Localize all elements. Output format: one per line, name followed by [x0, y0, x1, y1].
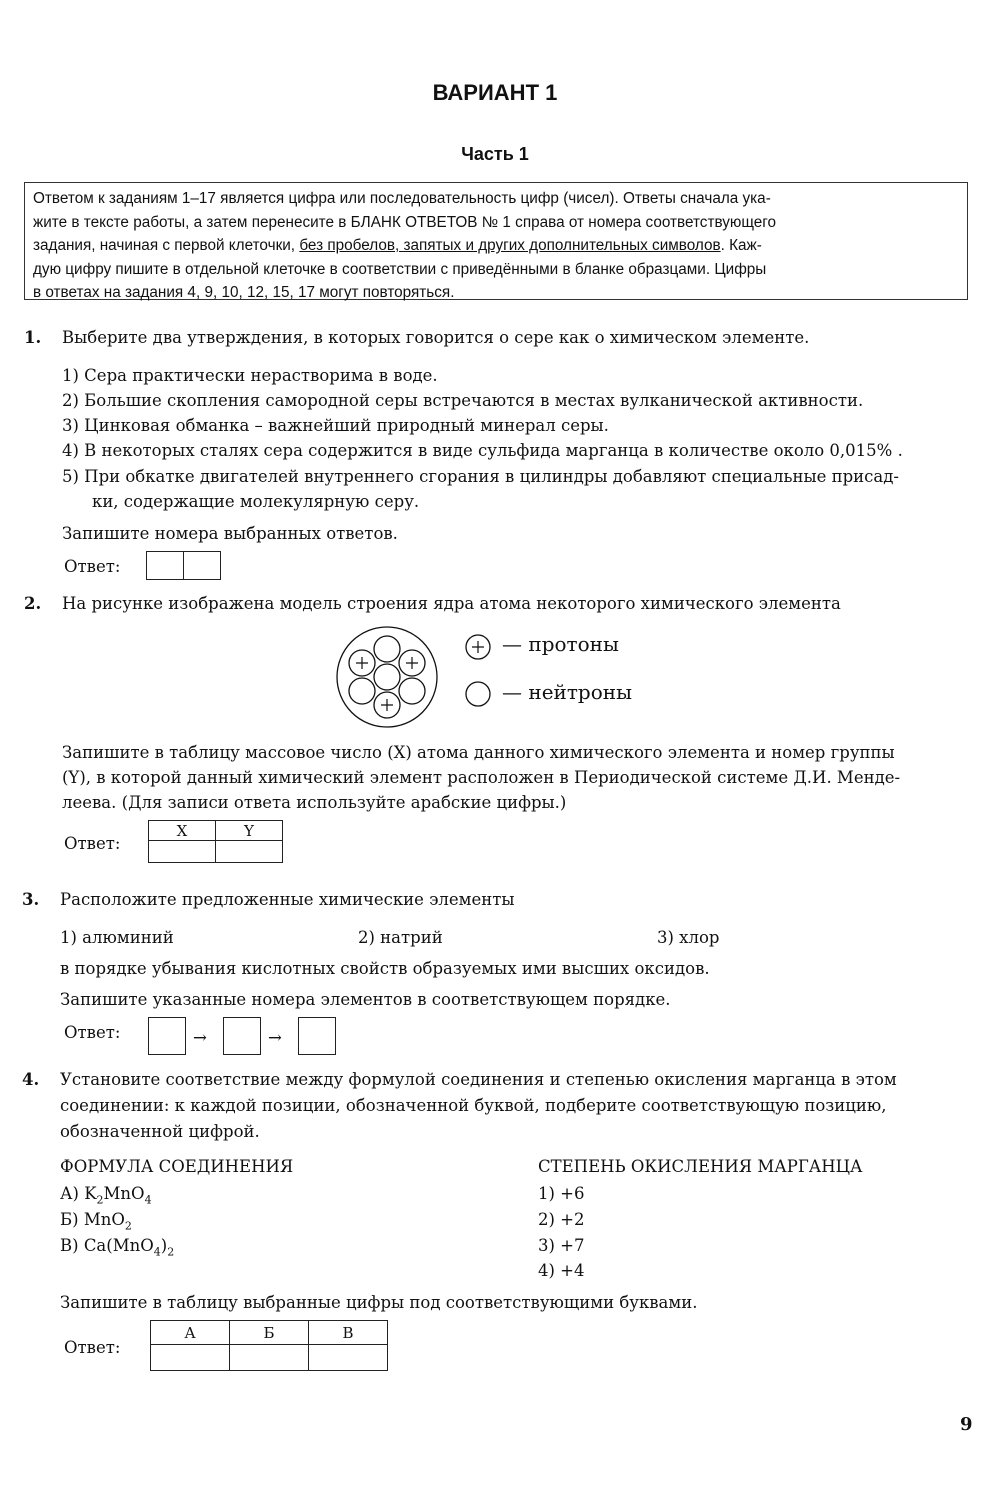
formula-part: Ca(MnO [83, 1236, 154, 1255]
q2-line: Запишите в таблицу массовое число (X) атома данного химического элемента и номер группы [62, 743, 895, 762]
q1-option-cont: ки, содержащие молекулярную серу. [92, 492, 420, 511]
q4-instruction: Запишите в таблицу выбранные цифры под соответствующими буквами. [60, 1293, 698, 1312]
q3-answer-cell-2[interactable] [223, 1017, 261, 1055]
q2-line: (Y), в которой данный химический элемент расположен в Периодической системе Д.И. Менде- [62, 768, 901, 787]
q4-answer-b[interactable] [230, 1345, 309, 1371]
q3-option: 1) алюминий [60, 928, 174, 947]
answer-label: Ответ: [64, 1023, 121, 1042]
subscript: 2 [124, 1219, 132, 1233]
q3-text: Расположите предложенные химические элементы [60, 890, 515, 909]
q4-line: обозначенной цифрой. [60, 1122, 260, 1141]
instr-line: Ответом к заданиям 1–17 является цифра или последовательность цифр (чисел). Ответы сначала ука- [33, 190, 771, 207]
answer-label: Ответ: [64, 1338, 121, 1357]
formula-item [60, 1210, 132, 1232]
state-item: 2) +2 [538, 1210, 585, 1229]
formula-item [60, 1184, 152, 1206]
part-title: Часть 1 [461, 144, 529, 164]
subscript: 2 [167, 1245, 175, 1259]
instr-text: . Каж- [720, 237, 762, 255]
answer-label: Ответ: [64, 557, 121, 576]
q2-text: На рисунке изображена модель строения ядра атома некоторого химического элемента [62, 594, 841, 613]
q2-answer-table [148, 820, 283, 863]
q1-answer-cell-2[interactable] [183, 551, 221, 580]
q4-number: 4. [22, 1070, 40, 1089]
instr-line [33, 234, 959, 258]
q1-option: 4) В некоторых сталях сера содержится в виде сульфида марганца в количестве около 0,015% . [62, 441, 903, 460]
q4-line: соединении: к каждой позиции, обозначенной буквой, подберите соответствующую позицию, [60, 1096, 887, 1115]
q2-number: 2. [24, 594, 42, 613]
instr-line: дую цифру пишите в отдельной клеточке в соответствии с приведёнными в бланке образцами. Цифры [33, 260, 767, 278]
q4-answer-a[interactable] [151, 1345, 230, 1371]
q1-instruction: Запишите номера выбранных ответов. [62, 524, 398, 543]
q4-answer-table [150, 1320, 388, 1371]
q1-number: 1. [24, 328, 42, 347]
q2-answer-x[interactable] [149, 841, 216, 863]
q1-option: 2) Большие скопления самородной серы встречаются в местах вулканической активности. [62, 391, 864, 410]
instr-line: в ответах на задания 4, 9, 10, 12, 15, 17 могут повторяться. [33, 284, 455, 302]
state-item: 4) +4 [538, 1261, 585, 1280]
q4-answer-v[interactable] [309, 1345, 388, 1371]
header-b: Б [230, 1321, 309, 1345]
q3-answer-cell-1[interactable] [148, 1017, 186, 1055]
formula-label: Б) [60, 1210, 79, 1229]
header-y: Y [216, 821, 283, 841]
neutron-icon [464, 680, 492, 708]
proton-icon [464, 633, 492, 661]
q3-line: Запишите указанные номера элементов в соответствующем порядке. [60, 990, 671, 1009]
q3-option: 3) хлор [657, 928, 720, 947]
instr-text: задания, начиная с первой клеточки, [33, 237, 300, 255]
formula-part: MnO [103, 1184, 145, 1203]
state-item: 1) +6 [538, 1184, 585, 1203]
q4-line: Установите соответствие между формулой соединения и степенью окисления марганца в этом [60, 1070, 897, 1089]
instr-underlined: без пробелов, запятых и других дополнительных символов [299, 237, 721, 255]
formula-item [60, 1236, 174, 1258]
formula-part: ) [160, 1236, 168, 1255]
arrow: → [268, 1028, 282, 1047]
q3-number: 3. [22, 890, 40, 909]
page-number: 9 [960, 1414, 973, 1435]
formula-label: В) [60, 1236, 79, 1255]
q1-answer-cell-1[interactable] [146, 551, 184, 580]
variant-title: ВАРИАНТ 1 [432, 80, 558, 105]
state-header: СТЕПЕНЬ ОКИСЛЕНИЯ МАРГАНЦА [538, 1157, 863, 1176]
answer-label: Ответ: [64, 834, 121, 853]
state-item: 3) +7 [538, 1236, 585, 1255]
q2-line: леева. (Для записи ответа используйте арабские цифры.) [62, 793, 567, 812]
subscript: 2 [96, 1193, 104, 1207]
formula-header: ФОРМУЛА СОЕДИНЕНИЯ [60, 1157, 294, 1176]
header-x: X [149, 821, 216, 841]
q1-option: 3) Цинковая обманка – важнейший природный минерал серы. [62, 416, 609, 435]
q1-text: Выберите два утверждения, в которых говорится о сере как о химическом элементе. [62, 328, 810, 347]
instr-line: жите в тексте работы, а затем перенесите в БЛАНК ОТВЕТОВ № 1 справа от номера соответствующего [33, 213, 777, 231]
q1-option: 1) Сера практически нерастворима в воде. [62, 366, 438, 385]
instructions-box [24, 182, 968, 300]
q3-line: в порядке убывания кислотных свойств образуемых ими высших оксидов. [60, 959, 710, 978]
subscript: 4 [144, 1193, 152, 1207]
header-v: В [309, 1321, 388, 1345]
formula-part: MnO [83, 1210, 125, 1229]
formula-part: K [84, 1184, 97, 1203]
legend-protons: — протоны [502, 632, 619, 656]
q1-option: 5) При обкатке двигателей внутреннего сгорания в цилиндры добавляют специальные присад- [62, 467, 899, 486]
nucleus-diagram [330, 620, 450, 735]
arrow: → [193, 1028, 207, 1047]
q2-answer-y[interactable] [216, 841, 283, 863]
subscript: 4 [153, 1245, 161, 1259]
header-a: А [151, 1321, 230, 1345]
q3-option: 2) натрий [358, 928, 443, 947]
legend-neutrons: — нейтроны [502, 680, 633, 704]
q3-answer-cell-3[interactable] [298, 1017, 336, 1055]
formula-label: А) [60, 1184, 79, 1203]
